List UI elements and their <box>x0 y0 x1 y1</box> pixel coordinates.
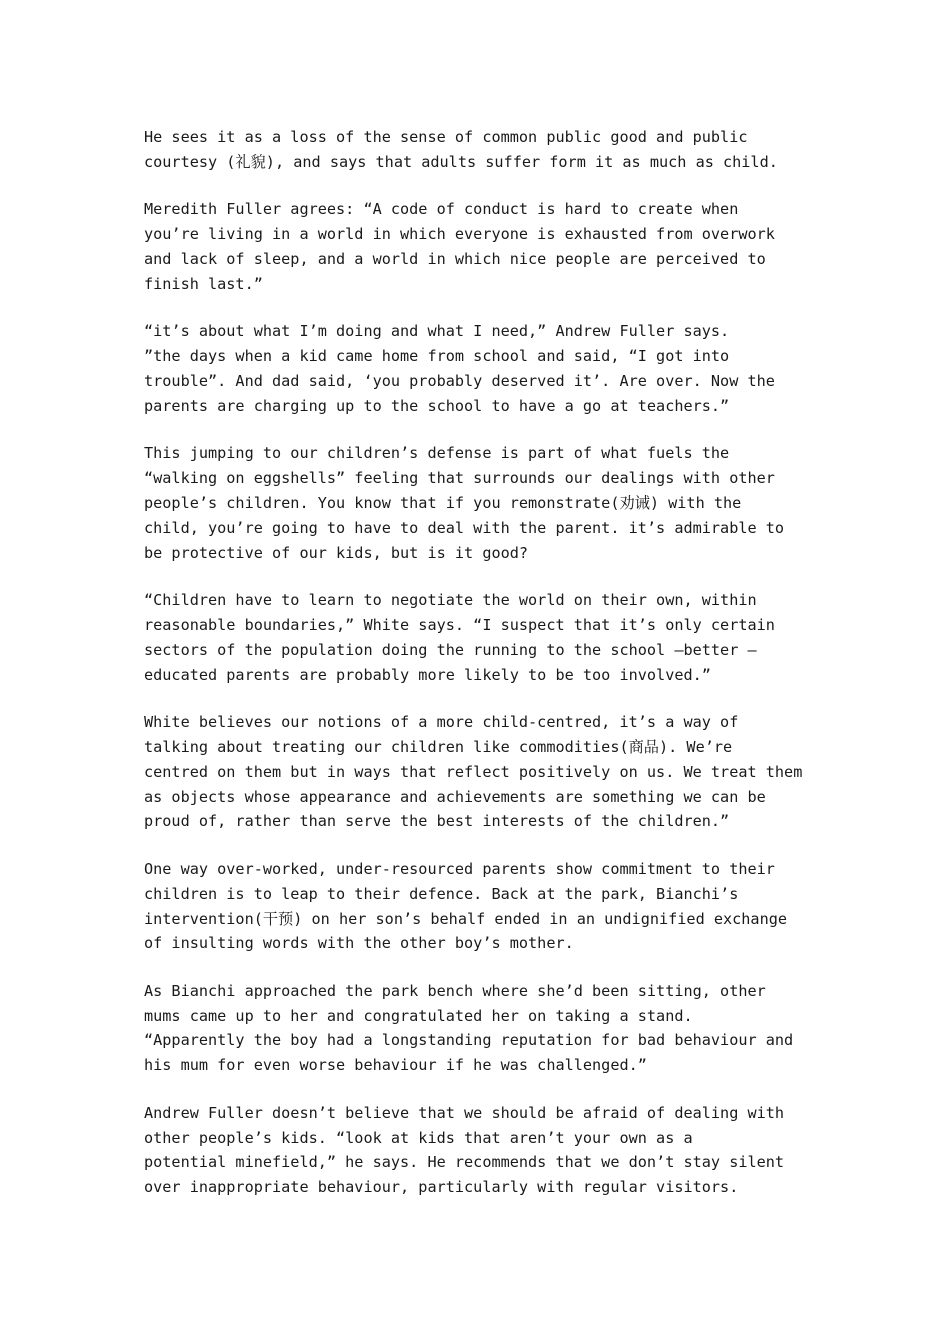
text-line: “Children have to learn to negotiate the world on their own, within <box>144 591 757 610</box>
text-line: “Apparently the boy had a longstanding reputation for bad behaviour and <box>144 1031 794 1050</box>
text-line: centred on them but in ways that reflect positively on us. We treat them <box>144 762 803 781</box>
text-line: educated parents are probably more likely to be too involved.” <box>144 665 711 684</box>
text-line: parents are charging up to the school to have a go at teachers.” <box>144 396 730 415</box>
paragraph-8 <box>144 979 824 1078</box>
text-line: This jumping to our children’s defense is part of what fuels the <box>144 444 730 463</box>
text-line: mums came up to her and congratulated her on taking a stand. <box>144 1006 693 1025</box>
text-line: ”the days when a kid came home from school and said, “I got into <box>144 347 730 366</box>
text-line: trouble”. And dad said, ‘you probably deserved it’. Are over. Now the <box>144 371 775 390</box>
text-line: over inappropriate behaviour, particularly with regular visitors. <box>144 1178 739 1197</box>
text-line: of insulting words with the other boy’s mother. <box>144 934 574 953</box>
text-line: He sees it as a loss of the sense of common public good and public <box>144 128 748 146</box>
text-line: One way over-worked, under-resourced parents show commitment to their <box>144 859 775 878</box>
text-line: Andrew Fuller doesn’t believe that we should be afraid of dealing with <box>144 1103 785 1122</box>
paragraph-5 <box>144 588 824 687</box>
text-line: other people’s kids. “look at kids that aren’t your own as a <box>144 1128 693 1147</box>
paragraph-4 <box>144 441 824 565</box>
text-line: his mum for even worse behaviour if he was challenged.” <box>144 1056 647 1075</box>
text-line: Meredith Fuller agrees: “A code of conduct is hard to create when <box>144 200 739 219</box>
text-line: be protective of our kids, but is it good? <box>144 543 529 562</box>
text-line: As Bianchi approached the park bench where she’d been sitting, other <box>144 981 766 1000</box>
text-line: talking about treating our children like commodities(商品). We’re <box>144 737 733 756</box>
text-line: reasonable boundaries,” White says. “I suspect that it’s only certain <box>144 615 775 634</box>
text-line: and lack of sleep, and a world in which nice people are perceived to <box>144 249 766 268</box>
paragraph-1 <box>144 125 824 175</box>
text-line: “walking on eggshells” feeling that surrounds our dealings with other <box>144 469 775 488</box>
paragraph-2 <box>144 197 824 296</box>
text-line: courtesy (礼貌), and says that adults suffer form it as much as child. <box>144 152 778 171</box>
text-line: finish last.” <box>144 274 263 293</box>
text-line: intervention(干预) on her son’s behalf ended in an undignified exchange <box>144 909 787 928</box>
text-line: people’s children. You know that if you remonstrate(劝诫) with the <box>144 493 742 512</box>
text-line: potential minefield,” he says. He recommends that we don’t stay silent <box>144 1153 785 1172</box>
text-line: “it’s about what I’m doing and what I need,” Andrew Fuller says. <box>144 322 730 341</box>
paragraph-9 <box>144 1101 824 1200</box>
document-body <box>144 125 824 1223</box>
text-line: White believes our notions of a more child-centred, it’s a way of <box>144 713 739 732</box>
text-line: you’re living in a world in which everyone is exhausted from overwork <box>144 225 775 244</box>
paragraph-7 <box>144 857 824 956</box>
paragraph-6 <box>144 710 824 834</box>
paragraph-3 <box>144 319 824 418</box>
text-line: sectors of the population doing the running to the school –better – <box>144 640 757 659</box>
text-line: child, you’re going to have to deal with the parent. it’s admirable to <box>144 518 785 537</box>
text-line: as objects whose appearance and achievements are something we can be <box>144 787 766 806</box>
text-line: children is to leap to their defence. Back at the park, Bianchi’s <box>144 884 739 903</box>
text-line: proud of, rather than serve the best interests of the children.” <box>144 812 730 831</box>
